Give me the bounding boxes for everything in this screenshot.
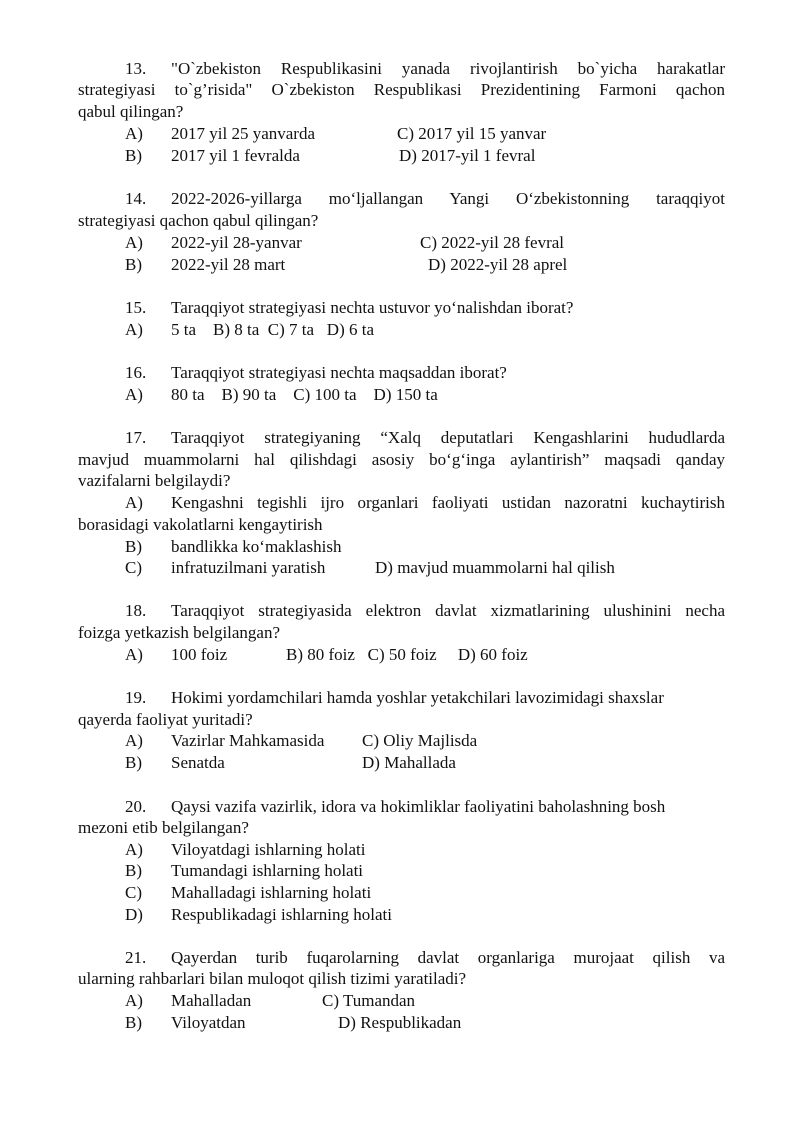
question-text-line: strategiyasi qachon qabul qilingan?: [78, 211, 319, 230]
option-a: 2022-yil 28-yanvar: [171, 233, 302, 252]
option-a-letter: A): [125, 493, 143, 512]
option-d-letter: D): [125, 905, 143, 924]
option-a-letter: A): [125, 320, 143, 339]
option-a-line: A) Kengashni tegishli ijro organlari faoliyati ustidan nazoratni kuchaytirish: [125, 493, 725, 512]
option-b: bandlikka ko‘maklashish: [171, 537, 342, 556]
question-text-line: 20. Qaysi vazifa vazirlik, idora va hokimliklar faoliyatini baholashning bosh: [125, 797, 666, 816]
question-text-line: vazifalarni belgilaydi?: [78, 471, 231, 490]
option-c: C) 2022-yil 28 fevral: [420, 233, 564, 252]
question-text-line: 16. Taraqqiyot strategiyasi nechta maqsaddan iborat?: [125, 363, 507, 382]
option-c-letter: C): [125, 558, 142, 577]
option-a-letter: A): [125, 645, 143, 664]
option-c: Mahalladagi ishlarning holati: [171, 883, 372, 902]
option-d: D) 2017-yil 1 fevral: [399, 146, 536, 165]
option-a-letter: A): [125, 840, 143, 859]
option-d: Respublikadagi ishlarning holati: [171, 905, 392, 924]
question-number: 14.: [125, 189, 147, 208]
question-text-line: 14. 2022-2026-yillarga mo‘ljallangan Yangi O‘zbekistonning taraqqiyot: [125, 189, 725, 208]
question-number: 15.: [125, 298, 147, 317]
option-d: D) Respublikadan: [338, 1013, 462, 1032]
option-a-letter: A): [125, 124, 143, 143]
option-b-letter: B): [125, 861, 142, 880]
option-b: 2022-yil 28 mart: [171, 255, 286, 274]
option-a: Vazirlar Mahkamasida: [171, 731, 325, 750]
question-text-line: qabul qilingan?: [78, 102, 184, 121]
question-number: 21.: [125, 948, 147, 967]
option-a-letter: A): [125, 991, 143, 1010]
question-text-line: foizga yetkazish belgilangan?: [78, 623, 281, 642]
question-text-line: mavjud muammolarni hal qilishdagi asosiy bo‘g‘inga aylantirish” maqsadi qanday: [78, 450, 725, 469]
options-inline: 80 ta B) 90 ta C) 100 ta D) 150 ta: [171, 385, 438, 404]
option-a-line: borasidagi vakolatlarni kengaytirish: [78, 515, 323, 534]
option-d: D) mavjud muammolarni hal qilish: [375, 558, 615, 577]
option-a-letter: A): [125, 233, 143, 252]
question-text-line: strategiyasi to`g’risida" O`zbekiston Respublikasi Prezidentining Farmoni qachon: [78, 80, 725, 99]
option-a-letter: A): [125, 731, 143, 750]
option-c: C) 2017 yil 15 yanvar: [397, 124, 547, 143]
option-d: D) Mahallada: [362, 753, 456, 772]
question-text-line: 15. Taraqqiyot strategiyasi nechta ustuvor yo‘nalishdan iborat?: [125, 298, 574, 317]
option-b: Tumandagi ishlarning holati: [171, 861, 364, 880]
option-b-letter: B): [125, 146, 142, 165]
option-c-letter: C): [125, 883, 142, 902]
option-b-letter: B): [125, 537, 142, 556]
option-b: 2017 yil 1 fevralda: [171, 146, 300, 165]
question-text-line: mezoni etib belgilangan?: [78, 818, 249, 837]
question-number: 17.: [125, 428, 147, 447]
question-text-line: 17. Taraqqiyot strategiyaning “Xalq deputatlari Kengashlarini hududlarda: [125, 428, 725, 447]
question-number: 16.: [125, 363, 147, 382]
question-number: 18.: [125, 601, 147, 620]
question-number: 20.: [125, 797, 147, 816]
option-a: Mahalladan: [171, 991, 252, 1010]
question-text-line: 18. Taraqqiyot strategiyasida elektron davlat xizmatlarining ulushinini necha: [125, 601, 725, 620]
option-b: Viloyatdan: [171, 1013, 246, 1032]
option-d: D) 2022-yil 28 aprel: [428, 255, 568, 274]
option-b-letter: B): [125, 255, 142, 274]
options-inline: 5 ta B) 8 ta C) 7 ta D) 6 ta: [171, 320, 375, 339]
question-text-line: ularning rahbarlari bilan muloqot qilish tizimi yaratiladi?: [78, 969, 467, 988]
options-inline: B) 80 foiz C) 50 foiz D) 60 foiz: [286, 645, 528, 664]
option-c: infratuzilmani yaratish: [171, 558, 326, 577]
question-number: 13.: [125, 59, 147, 78]
question-text-line: 19. Hokimi yordamchilari hamda yoshlar yetakchilari lavozimidagi shaxslar: [125, 688, 664, 707]
option-b-letter: B): [125, 1013, 142, 1032]
option-b: Senatda: [171, 753, 225, 772]
question-number: 19.: [125, 688, 147, 707]
option-b-letter: B): [125, 753, 142, 772]
question-text-line: 21. Qayerdan turib fuqarolarning davlat organlariga murojaat qilish va: [125, 948, 725, 967]
option-a: 100 foiz: [171, 645, 228, 664]
option-a-letter: A): [125, 385, 143, 404]
option-a: Viloyatdagi ishlarning holati: [171, 840, 366, 859]
question-text-line: qayerda faoliyat yuritadi?: [78, 710, 253, 729]
option-c: C) Oliy Majlisda: [362, 731, 478, 750]
option-a: 2017 yil 25 yanvarda: [171, 124, 315, 143]
question-text-line: 13. "O`zbekiston Respublikasini yanada rivojlantirish bo`yicha harakatlar: [125, 59, 725, 78]
option-c: C) Tumandan: [322, 991, 416, 1010]
